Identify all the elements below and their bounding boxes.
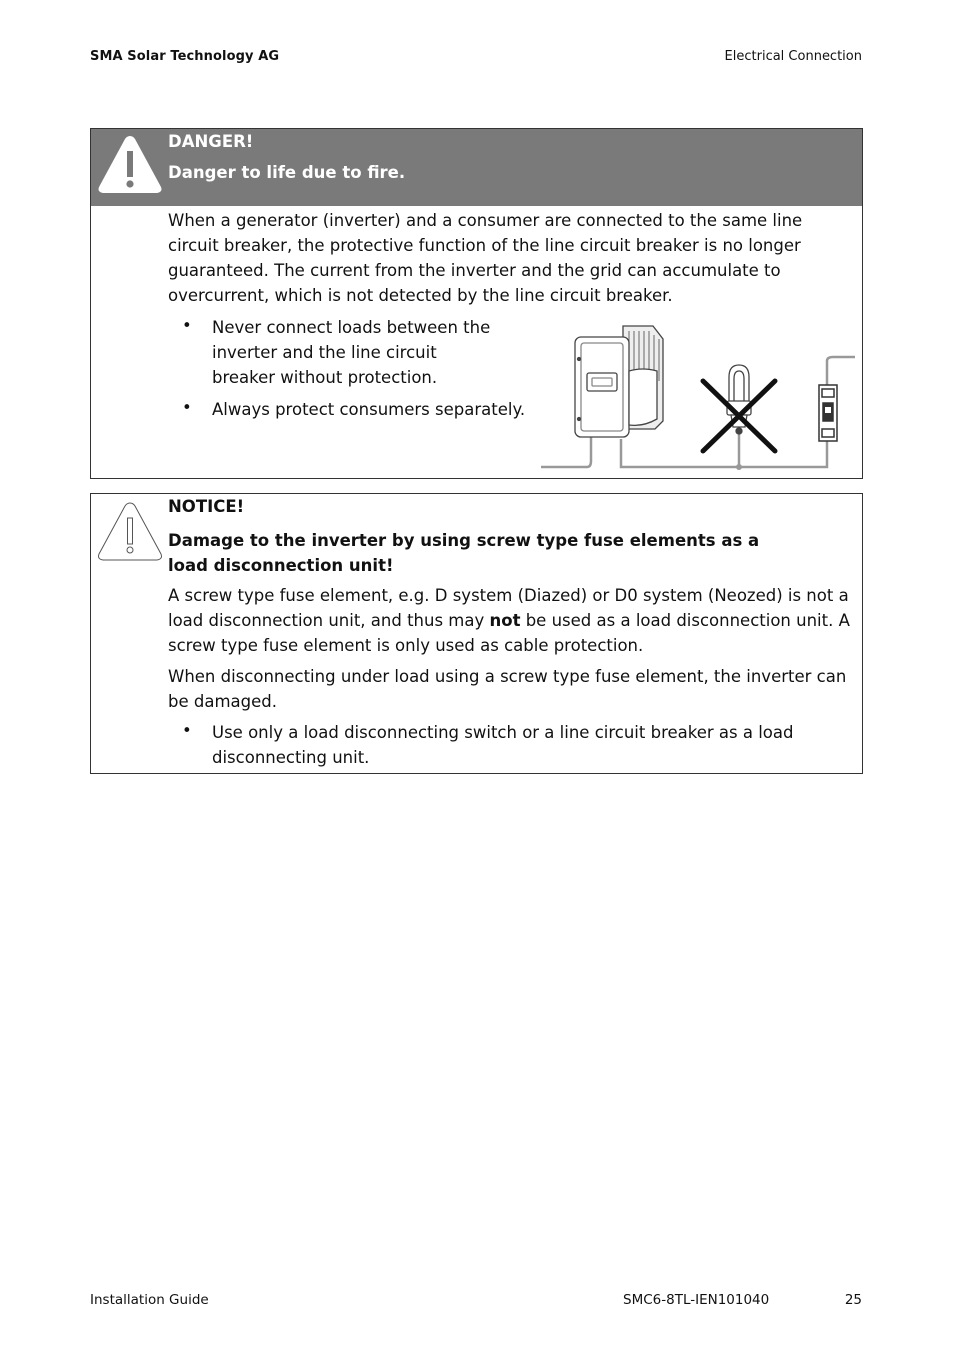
danger-body-text: When a generator (inverter) and a consumer are connected to the same line circuit breaker, the protective function of the line circuit breaker is no longer guaranteed. The current from the inverter and the grid can accumulate to overcurrent, which is not detected by the line circuit breaker.	[168, 211, 803, 305]
page-number: 25	[844, 1292, 862, 1308]
inverter-wiring-illustration	[539, 321, 861, 471]
bullet-dot: •	[182, 721, 192, 740]
inverter-icon	[575, 326, 663, 437]
notice-bullet-1: Use only a load disconnecting switch or a line circuit breaker as a load disconnecting unit.	[212, 723, 794, 767]
danger-signal-word: DANGER!	[168, 132, 254, 151]
danger-title: Danger to life due to fire.	[168, 163, 406, 182]
doc-code: SMC6-8TL-IEN101040	[623, 1292, 770, 1308]
notice-signal-word: NOTICE!	[168, 497, 245, 516]
notice-title: Damage to the inverter by using screw type fuse elements as a load disconnection unit!	[168, 531, 760, 575]
notice-body-1-start: A screw type fuse element, e.g. D system (Diazed) or D0 system (Neozed) is not a load disconnection unit, and thus may	[168, 586, 849, 630]
company-name: SMA Solar Technology AG	[90, 49, 280, 64]
bullet-dot: •	[182, 316, 192, 335]
circuit-breaker-icon	[819, 385, 837, 441]
notice-body-2: When disconnecting under load using a screw type fuse element, the inverter can be damaged.	[168, 667, 847, 711]
warning-triangle-icon	[97, 133, 163, 195]
danger-safety-box	[90, 128, 863, 479]
notice-safety-box	[90, 493, 863, 774]
doc-type: Installation Guide	[90, 1292, 209, 1308]
danger-header-bar	[91, 129, 862, 206]
notice-body-1	[168, 583, 858, 658]
section-title: Electrical Connection	[724, 49, 862, 64]
notice-body-1-emphasis: not	[489, 611, 521, 630]
notice-triangle-icon	[97, 500, 163, 562]
danger-bullet-1: Never connect loads between the inverter and the line circuit breaker without protection.	[212, 318, 491, 387]
danger-bullet-2: Always protect consumers separately.	[212, 400, 526, 419]
notice-body-1-end: be used as a load disconnection unit. A screw type fuse element is only used as cable protection.	[168, 611, 850, 655]
bullet-dot: •	[182, 398, 192, 417]
